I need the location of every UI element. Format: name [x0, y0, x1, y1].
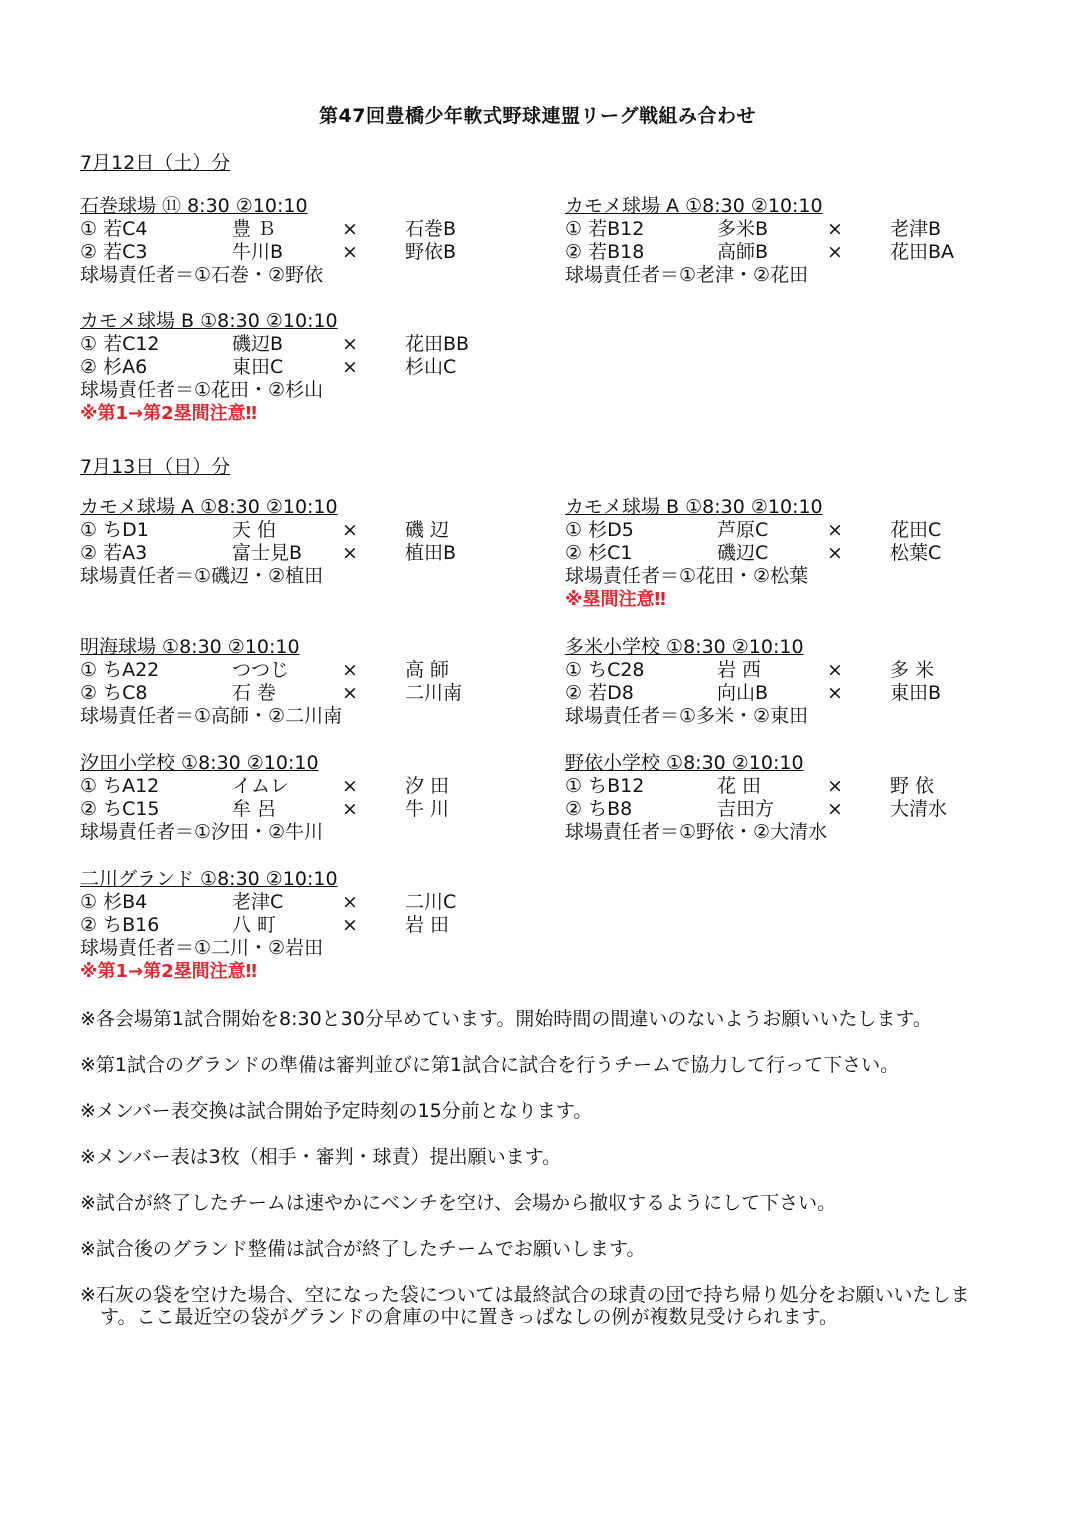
versus-mark: × [827, 798, 843, 820]
game-number: ② 杉A6 [80, 356, 148, 378]
venue-block [565, 496, 1005, 611]
field-responsible: 球場責任者＝①花田・②松葉 [565, 565, 809, 587]
game-row [80, 798, 520, 821]
versus-mark: × [342, 775, 358, 797]
game-row [80, 659, 520, 682]
venue-header: 二川グランド ①8:30 ②10:10 [80, 868, 338, 890]
home-team: 磯辺B [232, 333, 284, 355]
venue-block [80, 195, 520, 287]
away-team: 岩 田 [405, 914, 450, 936]
field-responsible: 球場責任者＝①多米・②東田 [565, 705, 809, 727]
away-team: 花田BB [405, 333, 470, 355]
game-row [565, 798, 1005, 821]
away-team: 磯 辺 [405, 519, 450, 541]
note-item: ※試合後のグランド整備は試合が終了したチームでお願いします。 [80, 1238, 646, 1260]
venue-block [80, 868, 520, 983]
note-item: ※試合が終了したチームは速やかにベンチを空け、会場から撤収するようにして下さい。 [80, 1192, 837, 1214]
notes-section [80, 1008, 980, 1352]
note-item: ※第1試合のグランドの準備は審判並びに第1試合に試合を行うチームで協力して行って下さい。 [80, 1054, 900, 1076]
note-item: ※メンバー表は3枚（相手・審判・球責）提出願います。 [80, 1146, 562, 1168]
date-heading-day1: 7月12日（土）分 [80, 152, 231, 174]
home-team: 天 伯 [232, 519, 277, 541]
away-team: 花田C [890, 519, 942, 541]
home-team: 向山B [717, 682, 769, 704]
venue-block [80, 752, 520, 844]
away-team: 高 師 [405, 659, 450, 681]
away-team: 花田BA [890, 241, 955, 263]
game-row [565, 659, 1005, 682]
game-row [565, 218, 1005, 241]
warning-text: ※塁間注意‼ [565, 589, 666, 610]
home-team: 豊 Ｂ [232, 218, 277, 240]
game-row [565, 775, 1005, 798]
home-team: 芦原C [717, 519, 769, 541]
game-row [80, 241, 520, 264]
versus-mark: × [342, 891, 358, 913]
versus-mark: × [827, 682, 843, 704]
game-number: ② 若A3 [80, 542, 148, 564]
versus-mark: × [342, 218, 358, 240]
home-team: 吉田方 [717, 798, 775, 820]
away-team: 杉山C [405, 356, 457, 378]
game-row [565, 682, 1005, 705]
field-responsible: 球場責任者＝①老津・②花田 [565, 264, 809, 286]
home-team: 花 田 [717, 775, 762, 797]
game-row [565, 519, 1005, 542]
home-team: 岩 西 [717, 659, 762, 681]
note-item: ※各会場第1試合開始を8:30と30分早めています。開始時間の間違いのないようお願いいたします。 [80, 1008, 932, 1030]
venue-block [80, 636, 520, 728]
game-number: ② 杉C1 [565, 542, 633, 564]
versus-mark: × [342, 542, 358, 564]
home-team: つつじ [232, 659, 290, 681]
field-responsible: 球場責任者＝①高師・②二川南 [80, 705, 343, 727]
game-number: ② ちC8 [80, 682, 148, 704]
note-item: ※石灰の袋を空けた場合、空になった袋については最終試合の球責の団で持ち帰り処分をお願いいたします。ここ最近空の袋がグランドの倉庫の中に置きっぱなしの例が複数見受けられます。 [80, 1284, 970, 1328]
home-team: 東田C [232, 356, 284, 378]
game-number: ① ちA12 [80, 775, 160, 797]
away-team: 植田B [405, 542, 457, 564]
versus-mark: × [827, 519, 843, 541]
versus-mark: × [827, 241, 843, 263]
venue-block [80, 496, 520, 588]
home-team: 牛川B [232, 241, 284, 263]
away-team: 二川C [405, 891, 457, 913]
game-number: ② ちB16 [80, 914, 160, 936]
venue-header: カモメ球場 B ①8:30 ②10:10 [565, 496, 823, 518]
game-row [565, 542, 1005, 565]
versus-mark: × [342, 519, 358, 541]
game-row [80, 542, 520, 565]
home-team: イムレ [232, 775, 290, 797]
game-row [80, 519, 520, 542]
away-team: 石巻B [405, 218, 457, 240]
home-team: 八 町 [232, 914, 277, 936]
game-row [80, 333, 520, 356]
game-number: ① ちD1 [80, 519, 149, 541]
away-team: 野依B [405, 241, 457, 263]
home-team: 石 巻 [232, 682, 277, 704]
game-row [80, 914, 520, 937]
versus-mark: × [342, 356, 358, 378]
away-team: 老津B [890, 218, 942, 240]
home-team: 牟 呂 [232, 798, 277, 820]
game-number: ② ちB8 [565, 798, 633, 820]
field-responsible: 球場責任者＝①野依・②大清水 [565, 821, 828, 843]
venue-header: カモメ球場 A ①8:30 ②10:10 [565, 195, 823, 217]
game-number: ① ちA22 [80, 659, 160, 681]
home-team: 富士見B [232, 542, 303, 564]
away-team: 大清水 [890, 798, 948, 820]
game-number: ① 杉D5 [565, 519, 634, 541]
game-number: ② ちC15 [80, 798, 160, 820]
venue-header: カモメ球場 B ①8:30 ②10:10 [80, 310, 338, 332]
warning-text: ※第1→第2塁間注意‼ [80, 961, 257, 982]
venue-header: 多米小学校 ①8:30 ②10:10 [565, 636, 804, 658]
away-team: 牛 川 [405, 798, 450, 820]
home-team: 老津C [232, 891, 284, 913]
game-number: ② 若D8 [565, 682, 634, 704]
game-number: ② 若B18 [565, 241, 645, 263]
venue-block [565, 752, 1005, 844]
versus-mark: × [827, 659, 843, 681]
venue-block [80, 310, 520, 425]
venue-header: 汐田小学校 ①8:30 ②10:10 [80, 752, 319, 774]
field-responsible: 球場責任者＝①二川・②岩田 [80, 937, 324, 959]
venue-block [565, 636, 1005, 728]
versus-mark: × [342, 798, 358, 820]
field-responsible: 球場責任者＝①石巻・②野依 [80, 264, 324, 286]
page-title: 第47回豊橋少年軟式野球連盟リーグ戦組み合わせ [319, 105, 756, 127]
versus-mark: × [827, 218, 843, 240]
versus-mark: × [827, 542, 843, 564]
away-team: 松葉C [890, 542, 942, 564]
away-team: 多 米 [890, 659, 935, 681]
versus-mark: × [342, 333, 358, 355]
game-row [80, 891, 520, 914]
versus-mark: × [342, 682, 358, 704]
versus-mark: × [342, 241, 358, 263]
field-responsible: 球場責任者＝①汐田・②牛川 [80, 821, 324, 843]
away-team: 東田B [890, 682, 942, 704]
venue-header: 野依小学校 ①8:30 ②10:10 [565, 752, 804, 774]
venue-header: 明海球場 ①8:30 ②10:10 [80, 636, 300, 658]
date-heading-day2: 7月13日（日）分 [80, 456, 231, 478]
home-team: 高師B [717, 241, 769, 263]
away-team: 野 依 [890, 775, 935, 797]
away-team: 汐 田 [405, 775, 450, 797]
venue-header: 石巻球場 ⑪ 8:30 ②10:10 [80, 195, 308, 217]
versus-mark: × [342, 914, 358, 936]
field-responsible: 球場責任者＝①花田・②杉山 [80, 379, 324, 401]
home-team: 多米B [717, 218, 769, 240]
game-row [565, 241, 1005, 264]
warning-text: ※第1→第2塁間注意‼ [80, 403, 257, 424]
game-number: ① 若C12 [80, 333, 160, 355]
venue-block [565, 195, 1005, 287]
versus-mark: × [827, 775, 843, 797]
field-responsible: 球場責任者＝①磯辺・②植田 [80, 565, 324, 587]
game-row [80, 356, 520, 379]
game-number: ① 杉B4 [80, 891, 148, 913]
versus-mark: × [342, 659, 358, 681]
game-row [80, 775, 520, 798]
game-number: ① ちB12 [565, 775, 645, 797]
game-number: ② 若C3 [80, 241, 148, 263]
home-team: 磯辺C [717, 542, 769, 564]
note-item: ※メンバー表交換は試合開始予定時刻の15分前となります。 [80, 1100, 593, 1122]
game-row [80, 218, 520, 241]
game-number: ① ちC28 [565, 659, 645, 681]
game-row [80, 682, 520, 705]
venue-header: カモメ球場 A ①8:30 ②10:10 [80, 496, 338, 518]
game-number: ① 若C4 [80, 218, 148, 240]
game-number: ① 若B12 [565, 218, 645, 240]
away-team: 二川南 [405, 682, 463, 704]
